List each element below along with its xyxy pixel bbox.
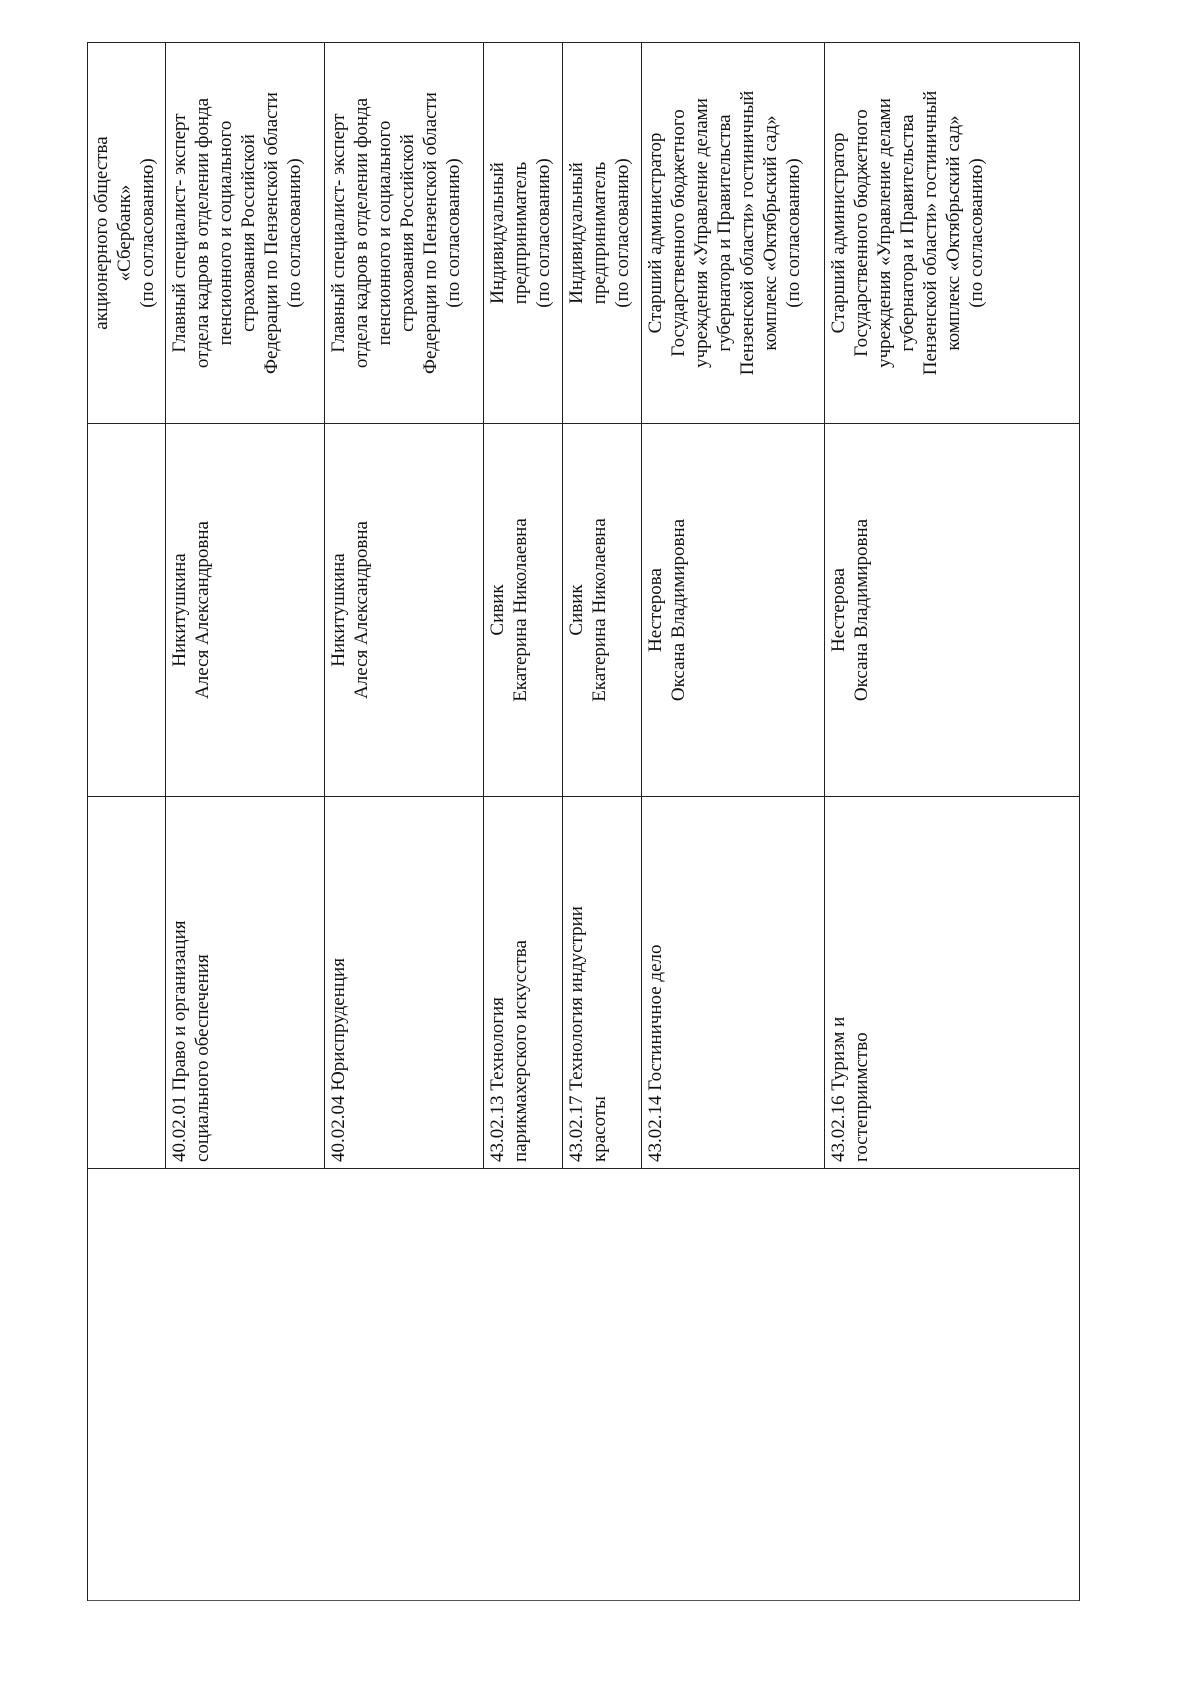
position-line: (по согласованию) <box>783 158 804 308</box>
position-line: губернатора и Правительства <box>897 114 918 352</box>
name-cell <box>325 424 484 797</box>
surname: Никитушкина <box>328 553 349 667</box>
position-line: (по согласованию) <box>284 158 305 308</box>
position-line: отдела кадров в отделении фонда <box>351 97 372 369</box>
position-line: Государственного бюджетного <box>668 109 689 357</box>
position-line: Главный специалист- эксперт <box>169 113 190 353</box>
specialty-line: парикмахерского искусства <box>510 940 531 1162</box>
position-line: Главный специалист- эксперт <box>328 113 349 353</box>
position-line: отдела кадров в отделении фонда <box>192 97 213 369</box>
specialty-cell <box>825 797 1080 1169</box>
specialty-line: социального обеспечения <box>192 954 213 1162</box>
given-name: Екатерина Николаевна <box>510 518 531 702</box>
position-line: (по согласованию) <box>137 158 158 308</box>
position-line: Федерации по Пензенской области <box>420 92 441 374</box>
specialty-line: 43.02.16 Туризм и <box>828 1016 849 1162</box>
table-row <box>88 43 166 1601</box>
position-line: (по согласованию) <box>612 158 633 308</box>
position-line: Старший администратор <box>828 132 849 334</box>
specialty-line: 40.02.01 Право и организация <box>169 920 190 1162</box>
specialty-line: 43.02.14 Гостиничное дело <box>645 944 666 1162</box>
specialty-line: красоты <box>589 1096 610 1162</box>
position-cell <box>825 43 1080 424</box>
position-line: Федерации по Пензенской области <box>261 92 282 374</box>
name-cell <box>825 424 1080 797</box>
position-line: (по согласованию) <box>443 158 464 308</box>
position-line: комплекс «Октябрьский сад» <box>943 115 964 351</box>
given-name: Оксана Владимировна <box>668 518 689 702</box>
position-line: Индивидуальный <box>566 162 587 304</box>
document-page <box>87 43 1079 1601</box>
surname: Сивик <box>487 584 508 636</box>
surname: Нестерова <box>645 568 666 652</box>
position-line: комплекс «Октябрьский сад» <box>760 115 781 351</box>
position-line: (по согласованию) <box>966 158 987 308</box>
position-line: учреждения «Управление делами <box>691 98 712 368</box>
commission-table <box>87 42 1080 1601</box>
specialty-cell <box>642 797 825 1169</box>
position-line: Старший администратор <box>645 132 666 334</box>
empty-left-column <box>88 1169 1080 1601</box>
position-line: губернатора и Правительства <box>714 114 735 352</box>
position-line: страхования Российской <box>397 134 418 332</box>
specialty-line: гостеприимство <box>851 1032 872 1162</box>
name-cell <box>484 424 563 797</box>
position-cell <box>88 43 166 424</box>
given-name: Алеся Александровна <box>351 521 372 699</box>
surname: Никитушкина <box>169 553 190 667</box>
position-cell <box>484 43 563 424</box>
given-name: Оксана Владимировна <box>851 518 872 702</box>
position-cell <box>642 43 825 424</box>
position-line: (по согласованию) <box>533 158 554 308</box>
specialty-cell <box>484 797 563 1169</box>
surname: Нестерова <box>828 568 849 652</box>
position-line: Пензенской области» гостиничный <box>737 90 758 376</box>
given-name: Екатерина Николаевна <box>589 518 610 702</box>
position-cell <box>563 43 642 424</box>
position-line: предприниматель <box>510 161 531 305</box>
specialty-cell <box>88 797 166 1169</box>
position-line: пенсионного и социального <box>374 120 395 346</box>
specialty-cell <box>325 797 484 1169</box>
position-cell <box>166 43 325 424</box>
name-cell <box>88 424 166 797</box>
specialty-line: 43.02.13 Технология <box>487 997 508 1162</box>
position-line: пенсионного и социального <box>215 120 236 346</box>
position-line: предприниматель <box>589 161 610 305</box>
position-line: учреждения «Управление делами <box>874 98 895 368</box>
name-cell <box>563 424 642 797</box>
specialty-cell <box>166 797 325 1169</box>
specialty-line: 40.02.04 Юриспруденция <box>328 958 349 1162</box>
specialty-line: 43.02.17 Технология индустрии <box>566 906 587 1162</box>
position-line: Индивидуальный <box>487 162 508 304</box>
position-cell <box>325 43 484 424</box>
position-line: Пензенской области» гостиничный <box>920 90 941 376</box>
position-line: Государственного бюджетного <box>851 109 872 357</box>
name-cell <box>642 424 825 797</box>
name-cell <box>166 424 325 797</box>
given-name: Алеся Александровна <box>192 521 213 699</box>
position-line: страхования Российской <box>238 134 259 332</box>
specialty-cell <box>563 797 642 1169</box>
position-line: акционерного общества <box>91 136 112 330</box>
surname: Сивик <box>566 584 587 636</box>
position-line: «Сбербанк» <box>114 184 135 282</box>
rotated-table-sheet <box>87 43 1079 1601</box>
